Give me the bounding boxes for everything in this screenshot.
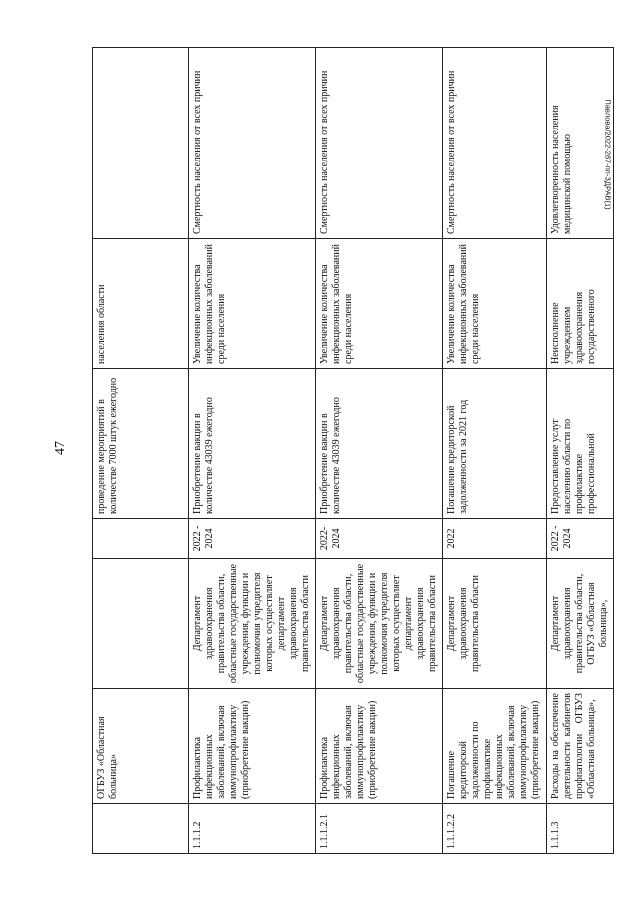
cell-measure: Приобретение вакцин в количестве 43039 ежегодно (189, 369, 316, 519)
cell-measure: Приобретение вакцин в количестве 43039 ежегодно (316, 369, 443, 519)
cell-executor (93, 559, 189, 689)
cell-name: Расходы на обеспечение деятельности кабинетов профпатологии ОГБУЗ «Областная больница», (547, 689, 614, 804)
cell-result: населения области (93, 239, 189, 369)
cell-executor: Департамент здравоохранения правительства области, областные государственные учреждения, функции и полномочия учредителя которых осуществляет департамент здравоохранения правительства области (316, 559, 443, 689)
cell-measure: Погашение кредиторской задолженности за 2021 год (443, 369, 547, 519)
cell-indicator: Смертность населения от всех причин (443, 48, 547, 239)
cell-indicator (93, 48, 189, 239)
program-table (92, 47, 614, 854)
page-number: 47 (53, 441, 68, 455)
cell-name: Профилактика инфекционных заболеваний, включая иммунопрофилактику (приобретение вакцин) (316, 689, 443, 804)
table-row (93, 48, 189, 854)
table-row (443, 48, 547, 854)
cell-years: 2022 (443, 519, 547, 559)
document-code: Павлова/2022-287-пп-ЗДРАВ(1) (603, 99, 613, 210)
cell-years: 2022-2024 (316, 519, 443, 559)
cell-result: Увеличение количества инфекционных заболеваний среди населения (316, 239, 443, 369)
cell-num (93, 804, 189, 854)
cell-num: 1.1.1.2 (189, 804, 316, 854)
cell-name: Профилактика инфекционных заболеваний, включая иммунопрофилактику (приобретение вакцин) (189, 689, 316, 804)
cell-num: 1.1.1.2.1 (316, 804, 443, 854)
cell-indicator: Удовлетворенность населения медицинской помощью (547, 48, 614, 239)
cell-indicator: Смертность населения от всех причин (316, 48, 443, 239)
cell-years: 2022 - 2024 (189, 519, 316, 559)
cell-num: 1.1.1.3 (547, 804, 614, 854)
cell-years: 2022 - 2024 (547, 519, 614, 559)
cell-name: Погашение кредиторской задолженности по профилактике инфекционных заболеваний, включая иммунопрофилактику (приобретение вакцин) (443, 689, 547, 804)
cell-measure: Предоставление услуг населению области по профилактике профессиональной (547, 369, 614, 519)
cell-years (93, 519, 189, 559)
cell-result: Увеличение количества инфекционных заболеваний среди населения (443, 239, 547, 369)
cell-measure: проведение мероприятий в количестве 7000 штук ежегодно (93, 369, 189, 519)
cell-result: Неисполнение учреждением здравоохранения государственного (547, 239, 614, 369)
table-row (316, 48, 443, 854)
table-row (189, 48, 316, 854)
cell-indicator: Смертность населения от всех причин (189, 48, 316, 239)
cell-executor: Департамент здравоохранения правительства области (443, 559, 547, 689)
cell-executor: Департамент здравоохранения правительства области, областные государственные учреждения, функции и полномочия учредителя которых осуществляет департамент здравоохранения правительства области (189, 559, 316, 689)
cell-result: Увеличение количества инфекционных заболеваний среди населения (189, 239, 316, 369)
document-code-footer (598, 0, 618, 905)
cell-executor: Департамент здравоохранения правительства области, ОГБУЗ «Областная больница», (547, 559, 614, 689)
cell-num: 1.1.1.2.2 (443, 804, 547, 854)
cell-name: ОГБУЗ «Областная больница» (93, 689, 189, 804)
